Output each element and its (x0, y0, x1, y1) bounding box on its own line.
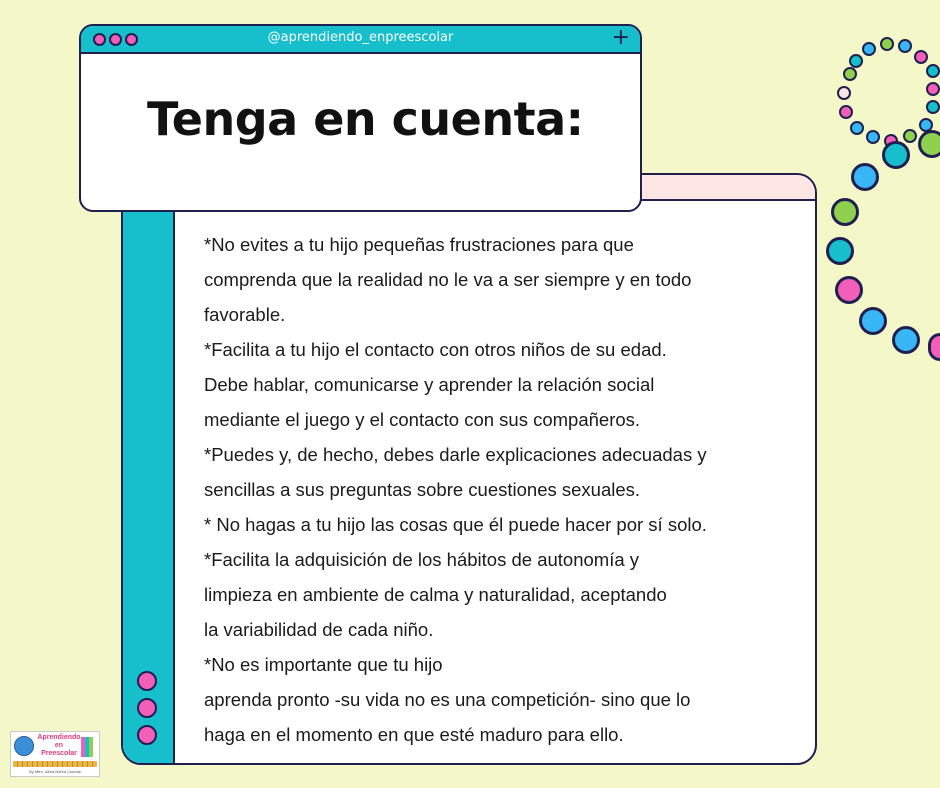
bubble-icon (926, 82, 940, 96)
text-line: *Facilita la adquisición de los hábitos de autonomía y (204, 549, 640, 570)
text-line: Debe hablar, comunicarse y aprender la relación social (204, 374, 655, 395)
bubble-icon (862, 42, 876, 56)
text-line: *No evites a tu hijo pequeñas frustraciones para que (204, 234, 634, 255)
bubble-icon (926, 64, 940, 78)
tips-text (204, 227, 764, 752)
text-line: comprenda que la realidad no le va a ser siempre y en todo (204, 269, 692, 290)
bubble-icon (880, 37, 894, 51)
logo-text (33, 734, 85, 758)
bubble-icon (914, 50, 928, 64)
text-line: favorable. (204, 304, 286, 325)
text-line: mediante el juego y el contacto con sus compañeros. (204, 409, 641, 430)
bubble-icon (859, 307, 887, 335)
logo-line: en (54, 742, 64, 749)
text-line: haga en el momento en que esté maduro para ello. (204, 724, 624, 745)
text-line: *Facilita a tu hijo el contacto con otros niños de su edad. (204, 339, 667, 360)
title-window (79, 24, 642, 212)
bubble-icon (835, 276, 863, 304)
bubble-icon (850, 121, 864, 135)
bubble-icon (918, 130, 940, 158)
text-line: sencillas a sus preguntas sobre cuestiones sexuales. (204, 479, 641, 500)
logo-line: Preescolar (41, 750, 77, 757)
pink-dot-icon (137, 671, 157, 691)
plus-icon: + (611, 25, 630, 50)
bubble-icon (851, 163, 879, 191)
bubble-icon (898, 39, 912, 53)
bubble-icon (892, 326, 920, 354)
page-title: Tenga en cuenta: (147, 92, 584, 146)
ruler-icon (13, 761, 97, 767)
bubble-icon (926, 100, 940, 114)
bubble-icon (826, 237, 854, 265)
text-line: aprenda pronto -su vida no es una competición- sino que lo (204, 689, 691, 710)
bubble-icon (866, 130, 880, 144)
brand-logo (10, 731, 100, 777)
bubble-icon (849, 54, 863, 68)
text-line: limpieza en ambiente de calma y naturalidad, aceptando (204, 584, 667, 605)
content-card-side-strip (123, 175, 175, 763)
text-line: *Puedes y, de hecho, debes darle explicaciones adecuadas y (204, 444, 707, 465)
text-line: la variabilidad de cada niño. (204, 619, 434, 640)
bubble-icon (839, 105, 853, 119)
pencils-icon (81, 737, 95, 757)
bubble-icon (843, 67, 857, 81)
pink-dot-icon (137, 725, 157, 745)
title-window-bar (81, 26, 640, 54)
bubble-icon (837, 86, 851, 100)
bubble-icon (928, 333, 940, 361)
bubble-icon (882, 141, 910, 169)
logo-author: By Mtro. Alma Nohra Cuevas (29, 769, 81, 774)
account-handle: @aprendiendo_enpreescolar (267, 30, 454, 45)
text-line: *No es importante que tu hijo (204, 654, 443, 675)
bubble-icon (903, 129, 917, 143)
bubble-icon (831, 198, 859, 226)
logo-line: Aprendiendo (37, 734, 81, 741)
globe-icon (14, 736, 34, 756)
pink-dot-icon (137, 698, 157, 718)
text-line: * No hagas a tu hijo las cosas que él puede hacer por sí solo. (204, 514, 707, 535)
